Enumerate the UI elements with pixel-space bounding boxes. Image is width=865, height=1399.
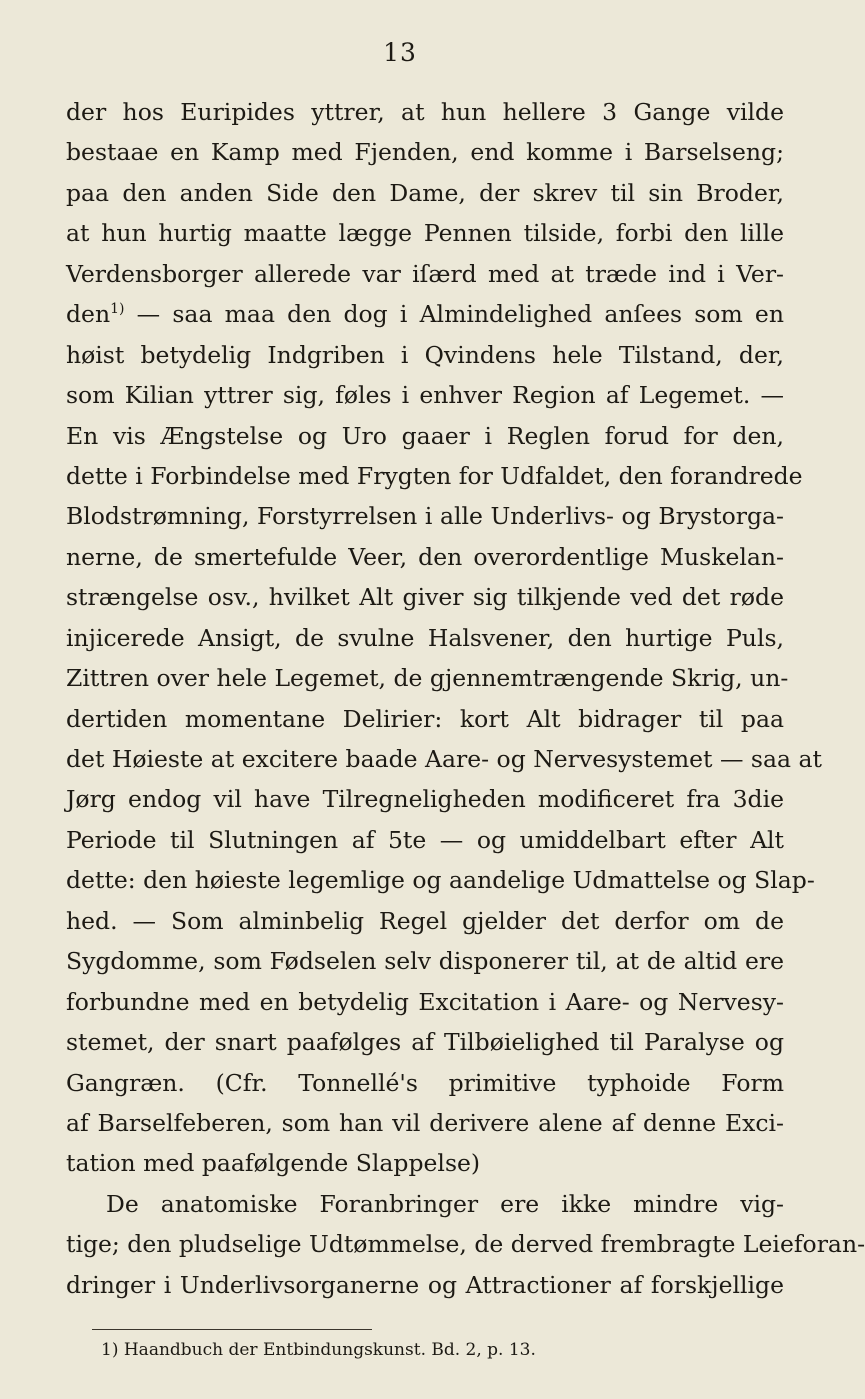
text-line: Verdensborger allerede var iſærd med at træde ind i Ver- — [66, 259, 784, 288]
text-line: dette i Forbindelse med Frygten for Udfaldet, den forandrede — [66, 461, 803, 490]
text-line: Sygdomme, som Fødselen selv disponerer til, at de altid ere — [66, 947, 784, 976]
text-line: som Kilian yttrer sig, føles i enhver Region af Legemet. — — [66, 381, 784, 410]
footnote — [101, 1339, 536, 1361]
text-line: bestaae en Kamp med Fjenden, end komme i Barselseng; — [66, 138, 784, 167]
text-line: tation med paafølgende Slappelse) — [66, 1149, 481, 1178]
footnote-reference: 1) — [110, 301, 125, 318]
text-line: Zittren over hele Legemet, de gjennemtrængende Skrig, un- — [66, 664, 789, 693]
text-line-with-footnote — [66, 294, 784, 334]
footnote-marker: 1) — [101, 1340, 119, 1360]
text-line: høist betydelig Indgriben i Qvindens hele Tilstand, der, — [66, 340, 784, 369]
text-line: der hos Euripides yttrer, at hun hellere 3 Gange vilde — [66, 98, 784, 126]
text-line: strængelse osv., hvilket Alt giver sig tilkjende ved det røde — [66, 583, 784, 612]
text-line: injicerede Ansigt, de svulne Halsvener, den hurtige Puls, — [66, 623, 784, 652]
text-line: dette: den høieste legemlige og aandelige Udmattelse og Slap- — [66, 866, 815, 895]
text-line-part: — saa maa den dog i Almindelighed anſees som en — [136, 300, 784, 329]
text-line: Blodstrømning, Forstyrrelsen i alle Underlivs- og Brystorga- — [66, 502, 784, 531]
text-line: stemet, der snart paafølges af Tilbøielighed til Paralyse og — [66, 1028, 784, 1057]
text-line: af Barselfeberen, som han vil derivere alene af denne Exci- — [66, 1108, 784, 1137]
body-text — [66, 92, 865, 1305]
text-line: dringer i Underlivsorganerne og Attractioner af forskjellige — [66, 1270, 784, 1299]
text-line: nerne, de smertefulde Veer, den overordentlige Muskelan- — [66, 542, 784, 571]
text-line: at hun hurtig maatte lægge Pennen tilside, forbi den lille — [66, 219, 784, 248]
text-line: Periode til Slutningen af 5te — og umiddelbart efter Alt — [66, 825, 784, 854]
text-line: det Høieste at excitere baade Aare- og Nervesystemet — saa at — [66, 745, 822, 773]
page-number: 13 — [383, 38, 417, 67]
text-line: dertiden momentane Delirier: kort Alt bidrager til paa — [66, 704, 784, 733]
text-line: En vis Ængstelse og Uro gaaer i Reglen forud for den, — [66, 421, 784, 450]
text-line: hed. — Som alminbelig Regel gjelder det derfor om de — [66, 906, 784, 935]
footnote-text: Haandbuch der Entbindungskunst. Bd. 2, p. 13. — [123, 1340, 536, 1360]
text-line: Jørg endog vil have Tilregneligheden modificeret fra 3die — [66, 785, 784, 814]
text-line: paa den anden Side den Dame, der skrev til sin Broder, — [66, 178, 784, 207]
text-line: Gangræn. (Cfr. Tonnellé's primitive typhoide Form — [66, 1068, 784, 1097]
footnote-divider — [92, 1329, 372, 1330]
text-line: forbundne med en betydelig Excitation i Aare- og Nervesy- — [66, 987, 784, 1016]
text-line-paragraph-start: De anatomiske Foranbringer ere ikke mindre vig- — [106, 1189, 784, 1218]
text-line-part: den — [66, 300, 111, 329]
text-line: tige; den pludselige Udtømmelse, de derved frembragte Leieforan- — [66, 1230, 865, 1259]
